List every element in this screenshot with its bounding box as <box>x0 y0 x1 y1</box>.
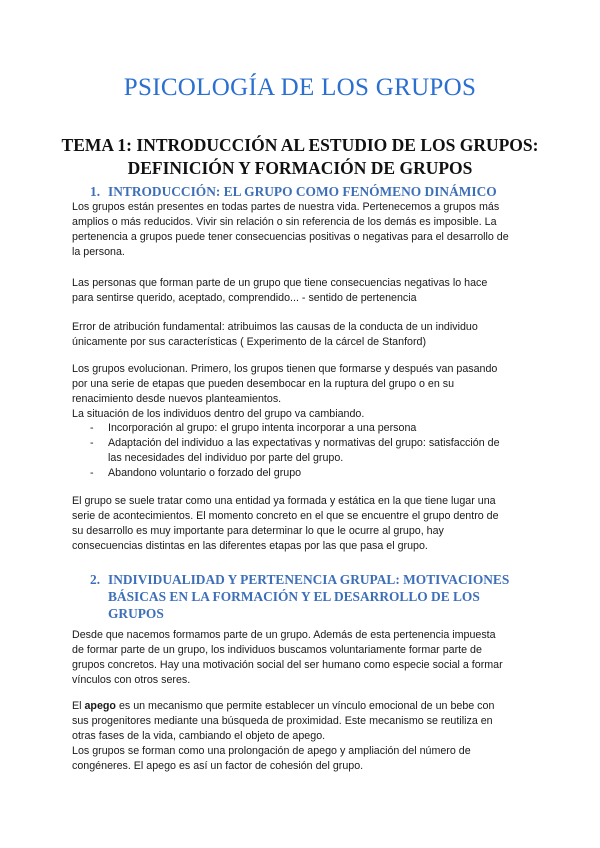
section-title-line: BÁSICAS EN LA FORMACIÓN Y EL DESARROLLO DE LOS <box>108 589 480 604</box>
list-item-line: Adaptación del individuo a las expectativas y normativas del grupo: satisfacción de <box>108 437 500 450</box>
paragraph <box>72 494 532 554</box>
section-title-line: GRUPOS <box>108 606 164 621</box>
paragraph-line: para sentirse querido, aceptado, comprendido... - sentido de pertenencia <box>72 292 417 305</box>
paragraph-line: El grupo se suele tratar como una entidad ya formada y estática en la que tiene lugar una <box>72 495 496 507</box>
list-item <box>90 466 530 481</box>
bullet-list <box>90 421 530 481</box>
paragraph-line: su desarrollo es muy importante para determinar lo que le ocurre al grupo, hay <box>72 525 444 538</box>
bullet-dash: - <box>90 437 94 450</box>
document-title: PSICOLOGÍA DE LOS GRUPOS <box>123 74 477 101</box>
bullet-dash: - <box>90 422 94 434</box>
section-title: INTRODUCCIÓN: EL GRUPO COMO FENÓMENO DINÁMICO <box>108 184 497 199</box>
paragraph <box>72 320 532 350</box>
section-1-heading <box>90 183 497 200</box>
tema-heading-line: DEFINICIÓN Y FORMACIÓN DE GRUPOS <box>127 158 473 178</box>
paragraph-line: Error de atribución fundamental: atribuimos las causas de la conducta de un individuo <box>72 321 478 333</box>
section-number: 1. <box>90 184 101 199</box>
paragraph-line: sus progenitores mediante una búsqueda de proximidad. Este mecanismo se reutiliza en <box>72 715 493 728</box>
paragraph-line: otras fases de la vida, cambiando el objeto de apego. <box>72 730 326 743</box>
tema-heading <box>60 134 540 180</box>
list-item <box>90 436 530 466</box>
paragraph <box>72 362 532 422</box>
text-run: es un mecanismo que permite establecer un vínculo emocional de un bebe con <box>115 700 495 712</box>
paragraph-line <box>72 699 532 714</box>
paragraph-line: renacimiento desde nuevos planteamientos. <box>72 393 282 406</box>
paragraph-line: pertenencia a grupos puede tener consecuencias positivas o negativas para el desarrollo de <box>72 231 509 244</box>
paragraph-line: únicamente por sus características ( Experimento de la cárcel de Stanford) <box>72 336 427 349</box>
paragraph-line: vínculos con otros seres. <box>72 674 191 687</box>
paragraph-line: de formar parte de un grupo, los individuos buscamos voluntariamente formar parte de <box>72 644 482 657</box>
paragraph <box>72 628 532 688</box>
paragraph-line: Desde que nacemos formamos parte de un grupo. Además de esta pertenencia impuesta <box>72 629 496 641</box>
paragraph-line: Los grupos están presentes en todas partes de nuestra vida. Pertenecemos a grupos más <box>72 201 500 213</box>
paragraph-line: grupos concretos. Hay una motivación social del ser humano como especie social a formar <box>72 659 503 672</box>
paragraph-line: por una serie de etapas que pueden desembocar en la ruptura del grupo o en su <box>72 378 455 391</box>
paragraph-line: Los grupos evolucionan. Primero, los grupos tienen que formarse y después van pasando <box>72 363 498 375</box>
paragraph-line: amplios o más reducidos. Vivir sin relación o sin referencia de los demás es imposible. La <box>72 216 497 229</box>
tema-heading-line: TEMA 1: INTRODUCCIÓN AL ESTUDIO DE LOS GRUPOS: <box>61 135 539 155</box>
section-number: 2. <box>90 572 101 587</box>
paragraph-line: consecuencias distintas en las diferentes etapas por las que pasa el grupo. <box>72 540 428 553</box>
list-item <box>90 421 530 436</box>
paragraph-line: la persona. <box>72 246 125 259</box>
list-item-line: Incorporación al grupo: el grupo intenta incorporar a una persona <box>108 422 417 434</box>
paragraph-line: serie de acontecimientos. El momento concreto en el que se encuentre el grupo dentro de <box>72 510 499 523</box>
list-item-line: las necesidades del individuo por parte del grupo. <box>108 452 344 465</box>
paragraph <box>72 699 532 774</box>
section-2-heading <box>90 571 530 622</box>
paragraph-line: Los grupos se forman como una prolongación de apego y ampliación del número de <box>72 745 471 758</box>
paragraph <box>72 200 532 260</box>
list-item-line: Abandono voluntario o forzado del grupo <box>108 467 302 480</box>
paragraph <box>72 276 532 306</box>
section-title-line: INDIVIDUALIDAD Y PERTENENCIA GRUPAL: MOTIVACIONES <box>108 572 510 587</box>
paragraph-line: Las personas que forman parte de un grupo que tiene consecuencias negativas lo hace <box>72 277 488 289</box>
paragraph-line: congéneres. El apego es así un factor de cohesión del grupo. <box>72 760 364 773</box>
paragraph-line: La situación de los individuos dentro del grupo va cambiando. <box>72 408 365 421</box>
keyword-apego: apego <box>84 700 116 712</box>
text-run: El <box>72 700 85 712</box>
bullet-dash: - <box>90 467 94 480</box>
